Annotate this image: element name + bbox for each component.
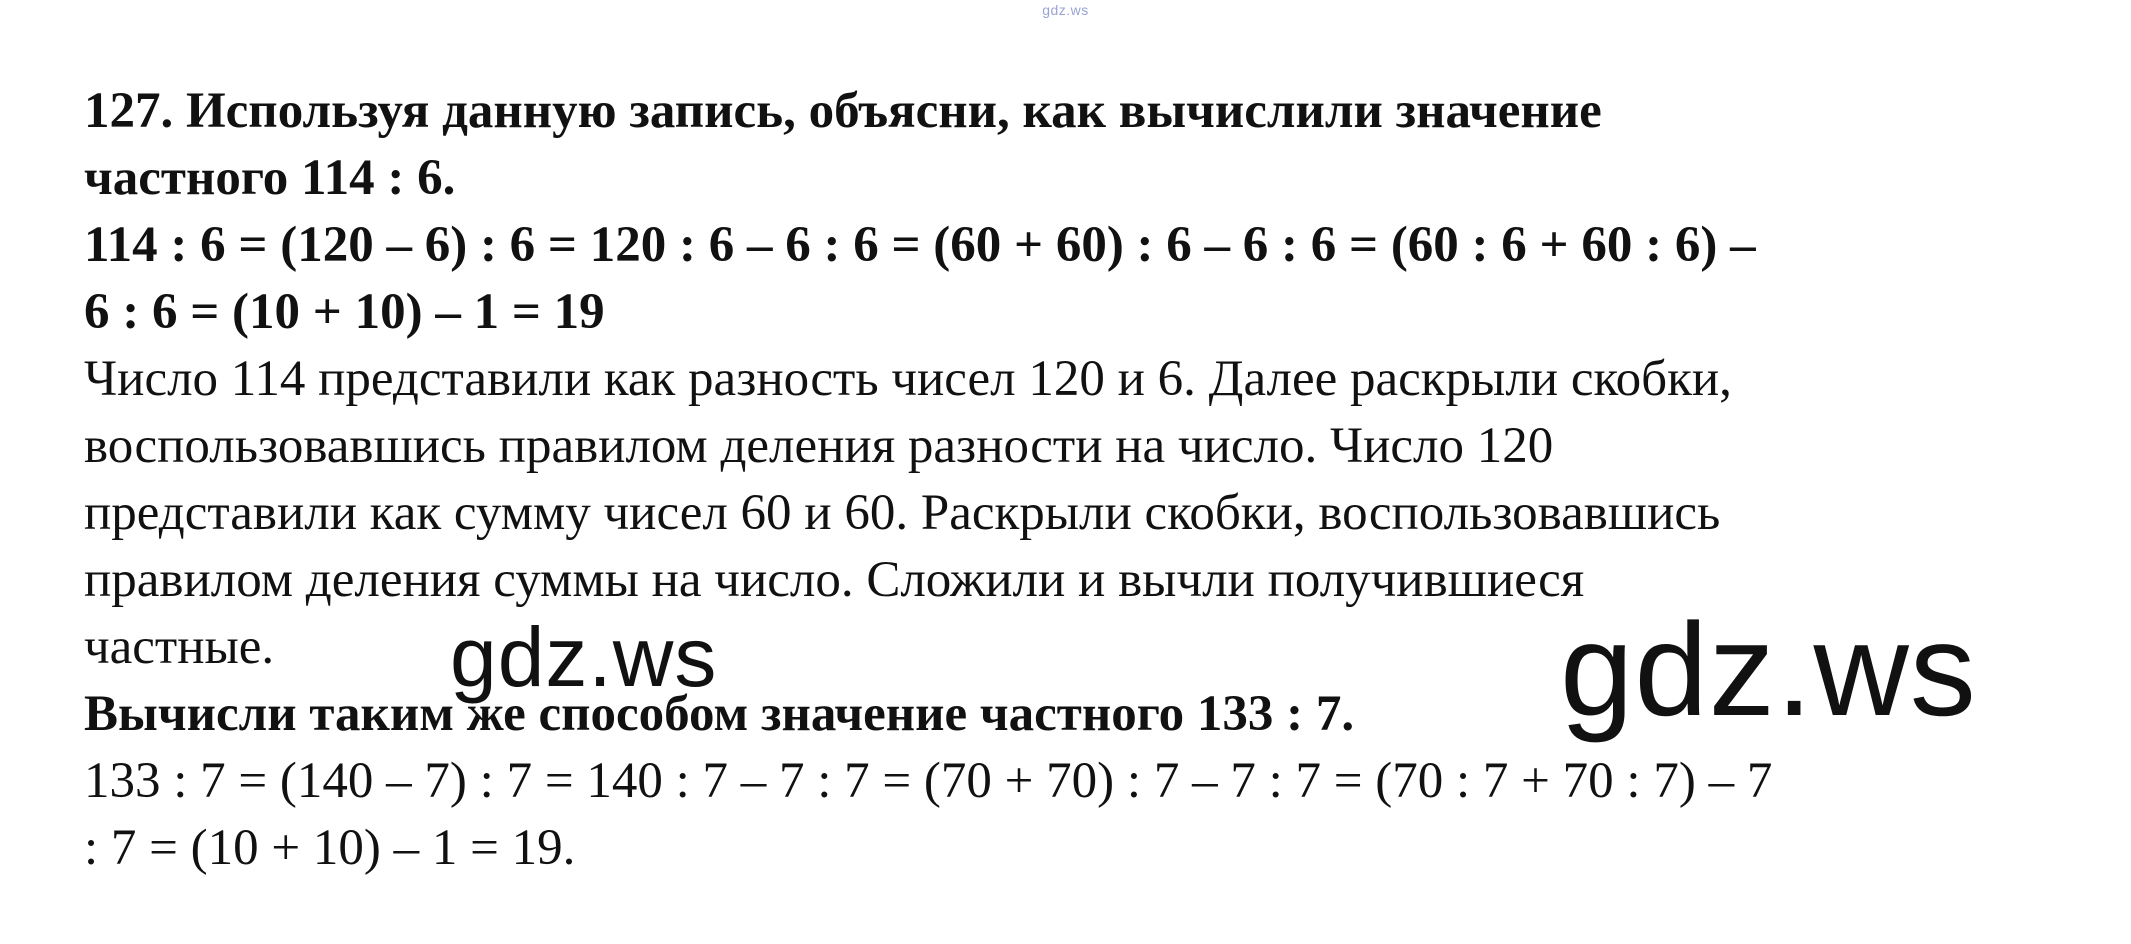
explanation-line-2: воспользовавшись правилом деления разности на число. Число 120 (84, 418, 1554, 474)
expression-line-1: 114 : 6 = (120 – 6) : 6 = 120 : 6 – 6 : 6 = (60 + 60) : 6 – 6 : 6 = (60 : 6 + 60 : 6) – (84, 217, 1756, 273)
explanation-line-4: правилом деления суммы на число. Сложили и вычли получившиеся (84, 552, 1585, 608)
watermark-small: gdz.ws (450, 610, 718, 704)
expression-line-2: 6 : 6 = (10 + 10) – 1 = 19 (84, 284, 605, 340)
watermark-large: gdz.ws (1560, 596, 1977, 743)
answer-line-1: 133 : 7 = (140 – 7) : 7 = 140 : 7 – 7 : 7 = (70 + 70) : 7 – 7 : 7 = (70 : 7 + 70 : 7) – 7 (84, 753, 1773, 809)
task-title-line-2: частного 114 : 6. (84, 150, 456, 206)
explanation-line-1: Число 114 представили как разность чисел 120 и 6. Далее раскрыли скобки, (84, 351, 1732, 407)
document-page (84, 78, 2084, 882)
explanation-line-5: частные. (84, 619, 275, 675)
question-line: Вычисли таким же способом значение частного 133 : 7. (84, 686, 1355, 742)
top-watermark: gdz.ws (1042, 2, 1089, 18)
task-title-line-1: 127. Используя данную запись, объясни, как вычислили значение (84, 83, 1602, 139)
answer-line-2: : 7 = (10 + 10) – 1 = 19. (84, 820, 576, 876)
explanation-line-3: представили как сумму чисел 60 и 60. Раскрыли скобки, воспользовавшись (84, 485, 1721, 541)
